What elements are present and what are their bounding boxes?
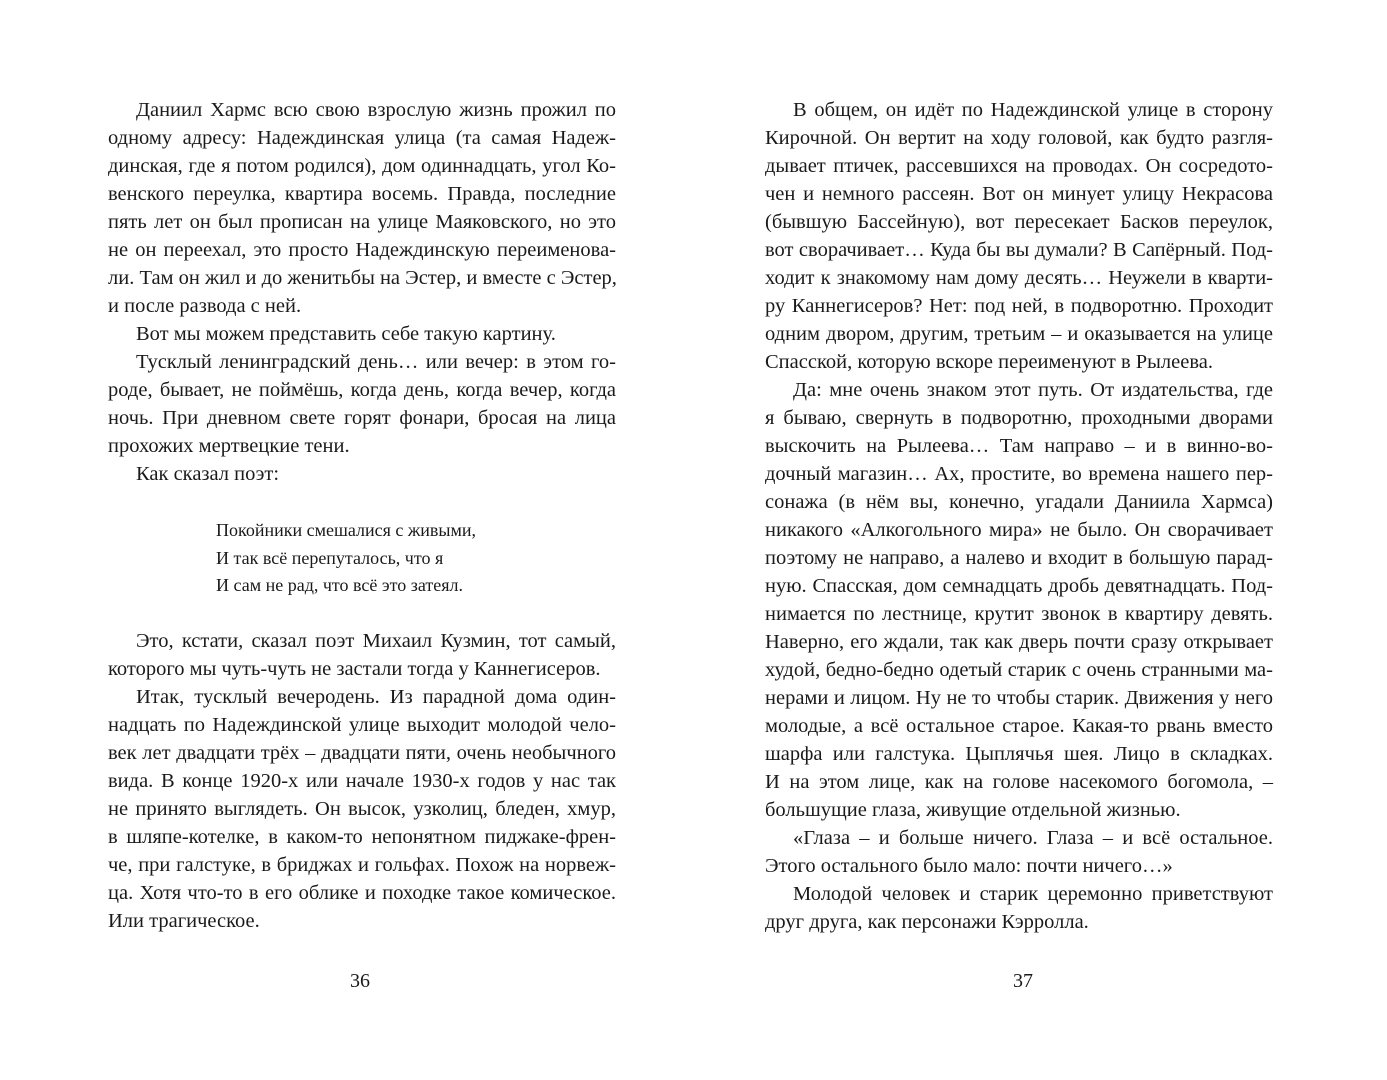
text-line: и после развода с ней. — [108, 295, 302, 317]
text-line: венского переулка, квартира восемь. Правда, последние — [108, 183, 616, 205]
text-line: дывает птичек, рассевшихся на проводах. Он сосредото- — [765, 155, 1273, 177]
text-line: вида. В конце 1920-х или начале 1930-х годов у нас так — [108, 769, 616, 792]
text-line: Как сказал поэт: — [136, 463, 280, 485]
text-line: В общем, он идёт по Надеждинской улице в сторону — [793, 99, 1273, 121]
text-line: нимается по лестнице, крутит звонок в квартиру девять. — [765, 603, 1273, 625]
text-line: выскочить на Рылеева… Там направо – и в винно-во- — [765, 435, 1273, 457]
text-line: Да: мне очень знаком этот путь. От издательства, где — [793, 379, 1273, 401]
text-line: ную. Спасская, дом семнадцать дробь девятнадцать. Под- — [765, 575, 1273, 597]
right-page — [693, 0, 1387, 1080]
right-page-text — [765, 96, 1273, 936]
text-line: одному адресу: Надеждинская улица (та самая Надеж- — [108, 127, 616, 149]
text-line: молодые, а всё остальное старое. Какая-то рвань вместо — [765, 715, 1273, 737]
text-line: И на этом лице, как на голове насекомого богомола, – — [765, 771, 1273, 793]
text-line: большущие глаза, живущие отдельной жизнью. — [765, 799, 1181, 821]
text-line: Вот мы можем представить себе такую картину. — [136, 323, 556, 345]
text-line: друг друга, как персонажи Кэрролла. — [765, 911, 1089, 933]
poem-line: Покойники смешалися с живыми, — [216, 520, 477, 540]
poem-quote — [108, 516, 616, 599]
text-line: я бываю, свернуть в подворотню, проходными дворами — [765, 407, 1273, 429]
text-line: надцать по Надеждинской улице выходит молодой чело- — [108, 713, 616, 736]
left-text-block-1 — [108, 96, 616, 488]
text-line: век лет двадцати трёх – двадцати пяти, очень необычного — [108, 741, 616, 764]
text-line: Спасской, которую вскоре переименуют в Рылеева. — [765, 351, 1213, 373]
text-line: одним двором, другим, третьим – и оказывается на улице — [765, 323, 1273, 345]
text-line: Молодой человек и старик церемонно приветствуют — [793, 883, 1273, 905]
text-line: в шляпе-котелке, в каком-то непонятном пиджаке-френ- — [108, 825, 616, 848]
text-line: Даниил Хармс всю свою взрослую жизнь прожил по — [136, 99, 616, 121]
text-line: прохожих мертвецкие тени. — [108, 435, 350, 457]
text-line: пять лет он был прописан на улице Маяковского, но это — [108, 211, 616, 233]
text-line: дочный магазин… Ах, простите, во времена нашего пер- — [765, 463, 1273, 485]
poem-line: И сам не рад, что всё это затеял. — [216, 575, 464, 595]
text-line: ходит к знакомому нам дому десять… Неужели в кварти- — [765, 267, 1273, 289]
page-number-left: 36 — [350, 970, 370, 992]
text-line: Или трагическое. — [108, 909, 260, 932]
text-line: ру Каннегисеров? Нет: под ней, в подворотню. Проходит — [765, 295, 1273, 317]
text-line: «Глаза – и больше ничего. Глаза – и всё остальное. — [793, 827, 1273, 849]
text-line: не он переехал, это просто Надеждинскую переименова- — [108, 239, 616, 261]
left-page — [0, 0, 693, 1080]
text-line: чен и немного рассеян. Вот он минует улицу Некрасова — [765, 183, 1273, 205]
left-text-block-2 — [108, 627, 616, 935]
text-line: ночь. При дневном свете горят фонари, бросая на лица — [108, 407, 616, 429]
text-line: Итак, тусклый вечеродень. Из парадной дома один- — [136, 685, 616, 708]
text-line: Этого остального было мало: почти ничего…» — [765, 855, 1173, 877]
text-line: никакого «Алкогольного мира» не было. Он сворачивает — [765, 519, 1273, 541]
text-line: Наверно, его ждали, так как дверь почти сразу открывает — [765, 631, 1273, 653]
text-line: сонажа (в нём вы, конечно, угадали Даниила Хармса) — [765, 491, 1273, 513]
text-line: поэтому не направо, а налево и входит в большую парад- — [765, 547, 1273, 569]
text-line: нерами и лицом. Ну не то чтобы старик. Движения у него — [765, 687, 1273, 709]
text-line: че, при галстуке, в бриджах и гольфах. Похож на норвеж- — [108, 853, 616, 876]
text-line: вот сворачивает… Куда бы вы думали? В Сапёрный. Под- — [765, 239, 1273, 261]
right-text-block — [765, 96, 1273, 936]
text-line: шарфа или галстука. Цыплячья шея. Лицо в складках. — [765, 743, 1273, 765]
text-line: (бывшую Бассейную), вот пересекает Басков переулок, — [765, 211, 1273, 233]
text-line: роде, бывает, не поймёшь, когда день, когда вечер, когда — [108, 379, 616, 401]
text-line: динская, где я потом родился), дом одиннадцать, угол Ко- — [108, 155, 616, 177]
text-line: Тусклый ленинградский день… или вечер: в этом го- — [136, 351, 616, 373]
text-line: Это, кстати, сказал поэт Михаил Кузмин, тот самый, — [136, 629, 616, 652]
page-number-right: 37 — [1013, 970, 1033, 992]
text-line: ца. Хотя что-то в его облике и походке такое комическое. — [108, 881, 616, 904]
left-page-text — [108, 96, 616, 935]
text-line: не принято выглядеть. Он высок, узколиц, бледен, хмур, — [108, 797, 616, 820]
text-line: Кирочной. Он вертит на ходу головой, как будто разгля- — [765, 127, 1273, 149]
text-line: ли. Там он жил и до женитьбы на Эстер, и вместе с Эстер, — [108, 267, 617, 289]
poem-line: И так всё перепуталось, что я — [216, 547, 444, 568]
text-line: худой, бедно-бедно одетый старик с очень странными ма- — [765, 659, 1273, 681]
text-line: которого мы чуть-чуть не застали тогда у Каннегисеров. — [108, 657, 601, 680]
